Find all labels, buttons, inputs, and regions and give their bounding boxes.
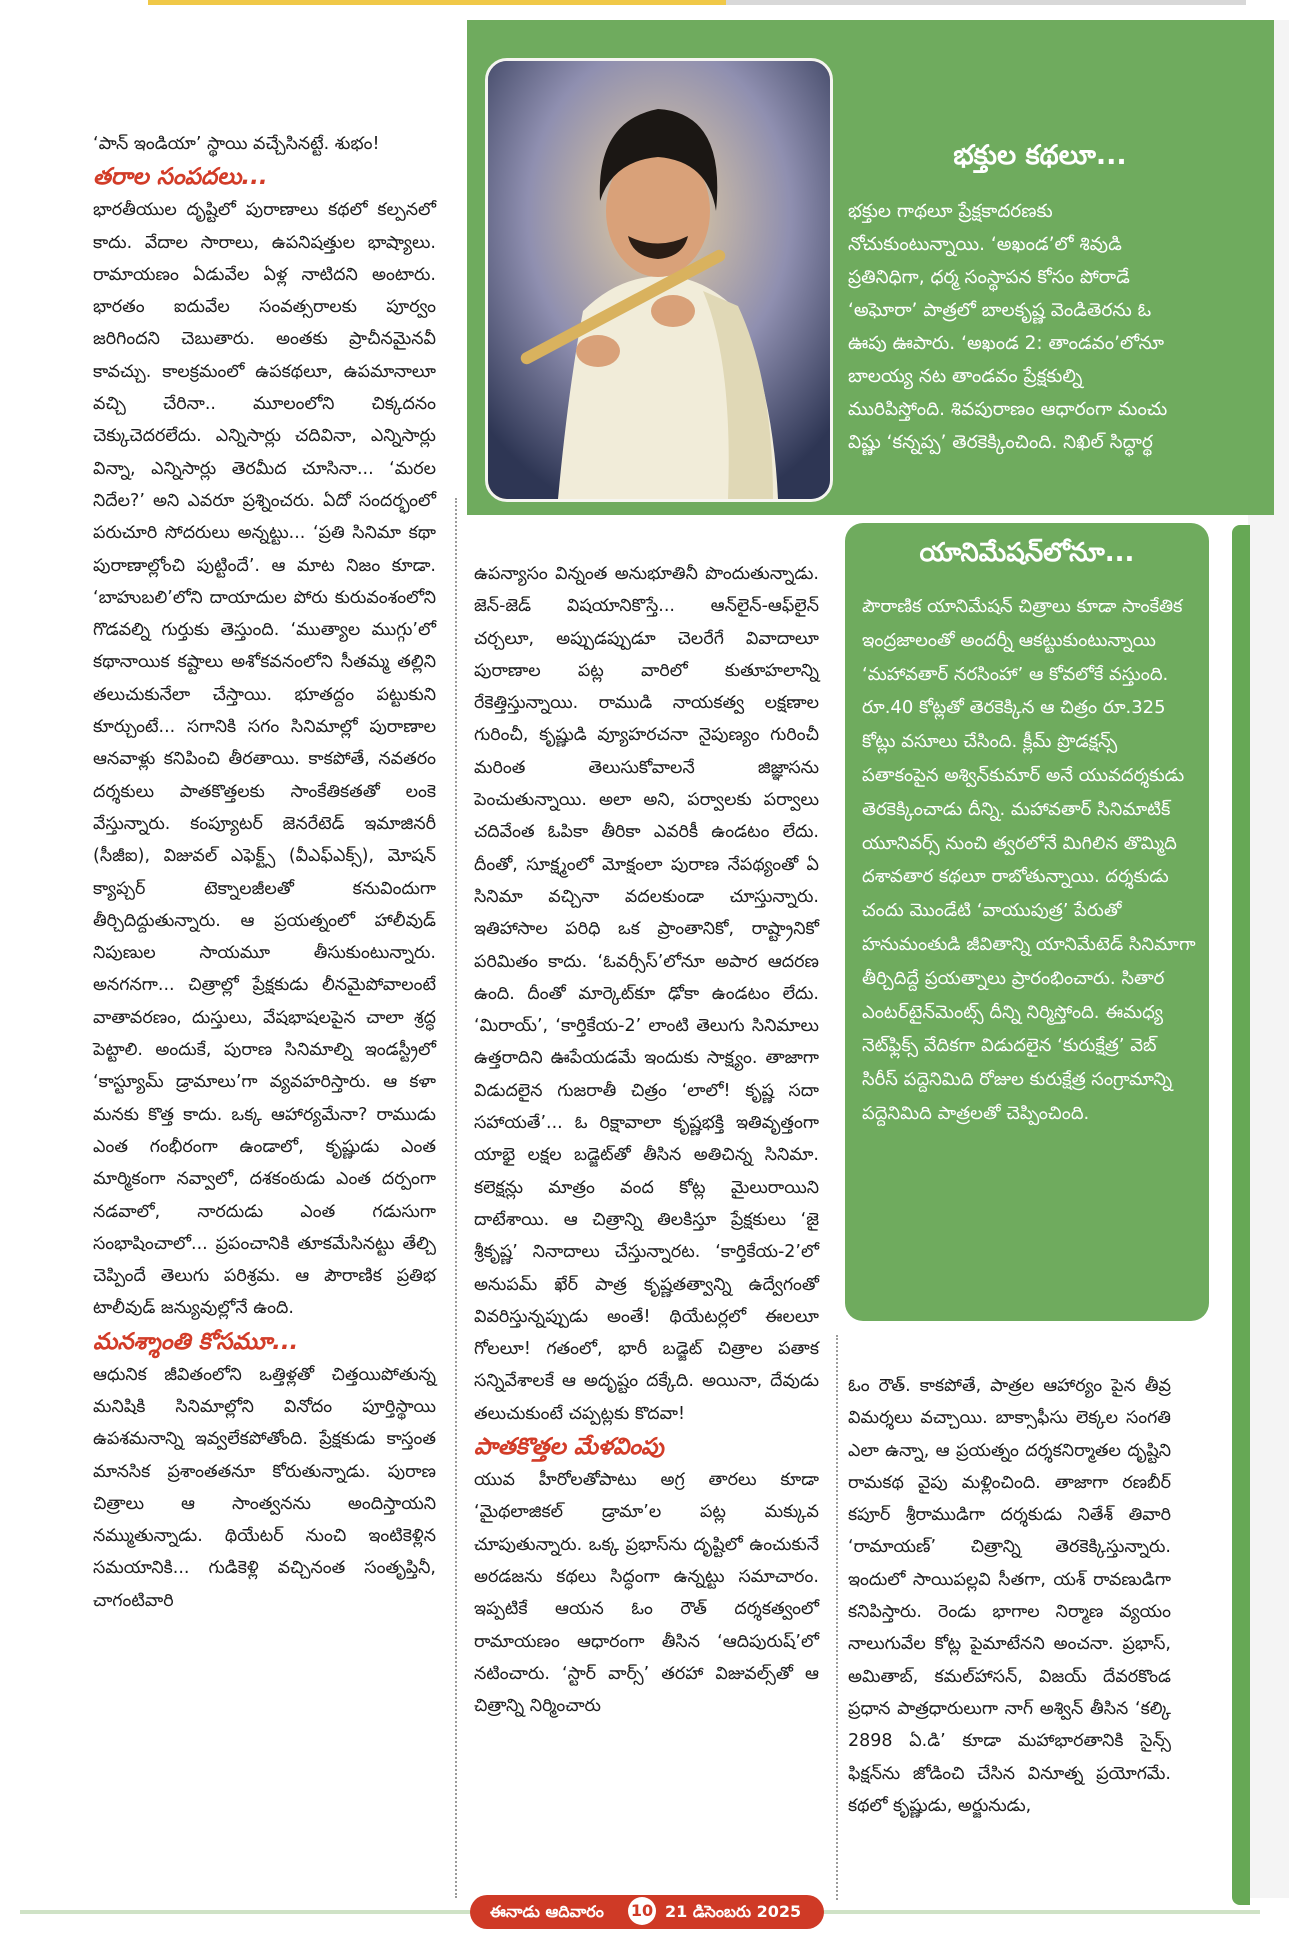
heading-old-new-blend: పాతకొత్తల మేళవింపు bbox=[474, 1434, 664, 1461]
animation-section-title: యానిమేషన్‌లోనూ... bbox=[919, 538, 1135, 568]
footer-date: 21 డిసెంబరు 2025 bbox=[665, 1902, 802, 1921]
footer-publication: ఈనాడు ఆదివారం bbox=[490, 1902, 604, 1921]
flute-player-photo bbox=[485, 58, 833, 502]
column2-para1: ఉపన్యాసం విన్నంత అనుభూతినీ పొందుతున్నాడు. జెన్-జెడ్ విషయానికొస్తే... ఆన్‌లైన్-ఆఫ్‌లైన్ చర్చలూ, అప్పుడప్పుడూ చెలరేగే వివాదాలూ పురాణాల పట్ల వారిలో కుతూహలాన్ని రేకెత్తిస్తున్నాయి. రాముడి నాయకత్వ లక్షణాల గురించీ, కృష్ణుడి వ్యూహరచనా నైపుణ్యం గురించీ మరింత తెలుసుకోవాలనే జిజ్ఞాసను పెంచుతున్నాయి. అలా అని, పర్వాలకు పర్వాలు చదివేంత ఓపికా తీరికా ఎవరికీ ఉండటం లేదు. దీంతో, సూక్ష్మంలో మోక్షంలా పురాణ నేపథ్యంతో ఏ సినిమా వచ్చినా వదలకుండా చూస్తున్నారు. ఇతిహాసాల పరిధి ఒక ప్రాంతానికో, రాష్ట్రానికో పరిమితం కాదు. ‘ఓవర్సీస్’లోనూ అపార ఆదరణ ఉంది. దీంతో మార్కెట్‌కూ ఢోకా ఉండటం లేదు. ‘మిరాయ్’, ‘కార్తికేయ-2’ లాంటి తెలుగు సినిమాలు ఉత్తరాదిని ఊపేయడమే ఇందుకు సాక్ష్యం. తాజాగా విడుదలైన గుజరాతీ చిత్రం ‘లాలో! కృష్ణ సదా సహాయతే’... ఓ రిక్షావాలా కృష్ణభక్తి ఇతివృత్తంగా యాభై లక్షల బడ్జెట్‌తో తీసిన అతిచిన్న సినిమా. కలెక్షన్లు మాత్రం వంద కోట్ల మైలురాయిని దాటేశాయి. ఆ చిత్రాన్ని తిలకిస్తూ ప్రేక్షకులు ‘జై శ్రీకృష్ణ’ నినాదాలు చేస్తున్నారట. ‘కార్తికేయ-2’లో అనుపమ్ ఖేర్ పాత్ర కృష్ణతత్వాన్ని ఉద్వేగంతో వివరిస్తున్నప్పుడు అంతే! థియేటర్లలో ఈలలూ గోలలూ! గతంలో, భారీ బడ్జెట్ చిత్రాల పతాక సన్నివేశాలకే ఆ అదృష్టం దక్కేది. అయినా, దేవుడు తలుచుకుంటే చప్పట్లకు కొదవా! bbox=[474, 564, 819, 1424]
column1-intro: ‘పాన్ ఇండియా’ స్థాయి వచ్చేసినట్టే. శుభం! bbox=[93, 134, 380, 154]
column1-para2: ఆధునిక జీవితంలోని ఒత్తిళ్లతో చిత్తయిపోతున్న మనిషికి సినిమాల్లోని వినోదం పూర్తిస్థాయి ఉపశమనాన్ని ఇవ్వలేకపోతోంది. ప్రేక్షకుడు కాస్తంత మానసిక ప్రశాంతతనూ కోరుతున్నాడు. పురాణ చిత్రాలు ఆ సాంత్వనను అందిస్తాయని నమ్ముతున్నాడు. థియేటర్ నుంచి ఇంటికెళ్లిన సమయానికి... గుడికెళ్లి వచ్చినంత సంతృప్తినీ, చాగంటివారి bbox=[93, 1364, 436, 1611]
article-column-2 bbox=[474, 558, 819, 1722]
top-accent-bar bbox=[148, 0, 726, 5]
animation-section-body: పౌరాణిక యానిమేషన్ చిత్రాలు కూడా సాంకేతిక ఇంద్రజాలంతో అందర్నీ ఆకట్టుకుంటున్నాయి ‘మహావతార్ నరసింహా’ ఆ కోవలోకే వస్తుంది. రూ.40 కోట్లతో తెరకెక్కిన ఆ చిత్రం రూ.325 కోట్లు వసూలు చేసింది. క్లీమ్ ప్రొడక్షన్స్ పతాకంపైన అశ్విన్‌కుమార్ అనే యువదర్శకుడు తెరకెక్కించాడు దీన్ని. మహావతార్ సినిమాటిక్ యూనివర్స్ నుంచి త్వరలోనే మిగిలిన తొమ్మిది దశావతార కథలూ రాబోతున్నాయి. దర్శకుడు చందు మొండేటి ‘వాయుపుత్ర’ పేరుతో హనుమంతుడి జీవితాన్ని యానిమేటెడ్ సినిమాగా తీర్చిదిద్దే ప్రయత్నాలు ప్రారంభించారు. సితార ఎంటర్‌టైన్‌మెంట్స్ దీన్ని నిర్మిస్తోంది. ఈమధ్య నెట్‌ఫ్లిక్స్ వేదికగా విడుదలైన ‘కురుక్షేత్ర’ వెబ్ సిరీస్ పద్దెనిమిది రోజుల కురుక్షేత్ర సంగ్రామాన్ని పద్దెనిమిది పాత్రలతో చెప్పించింది. bbox=[862, 596, 1196, 1124]
column-divider bbox=[455, 498, 457, 1898]
article-column-3 bbox=[848, 1370, 1171, 1822]
person-playing-flute-photo bbox=[488, 61, 830, 499]
column1-para1: భారతీయుల దృష్టిలో పురాణాలు కథలో కల్పనలో కాదు. వేదాల సారాలు, ఉపనిషత్తుల భాష్యాలు. రామాయణం ఏడువేల ఏళ్ల నాటిదని అంటారు. భారతం ఐదువేల సంవత్సరాలకు పూర్వం జరిగిందని చెబుతారు. అంతకు ప్రాచీనమైనవీ కావచ్చు. కాలక్రమంలో ఉపకథలూ, ఉపమానాలూ వచ్చి చేరినా.. మూలంలోని చిక్కదనం చెక్కుచెదరలేదు. ఎన్నిసార్లు చదివినా, ఎన్నిసార్లు విన్నా, ఎన్నిసార్లు తెరమీద చూసినా... ‘మరల నిదేల?’ అని ఎవరూ ప్రశ్నించరు. ఏదో సందర్భంలో పరుచూరి సోదరులు అన్నట్టు... ‘ప్రతి సినిమా కథా పురాణాల్లోంచి పుట్టిందే’. ఆ మాట నిజం కూడా. ‘బాహుబలి’లోని దాయాదుల పోరు కురువంశంలోని గొడవల్ని గుర్తుకు తెస్తుంది. ‘ముత్యాల ముగ్గు’లో కథానాయిక కష్టాలు అశోకవనంలోని సీతమ్మ తల్లిని తలుచుకునేలా చేస్తాయి. భూతద్దం పట్టుకుని కూర్చుంటే... సగానికి సగం సినిమాల్లో పురాణాల ఆనవాళ్లు కనిపించి తీరతాయి. కాకపోతే, నవతరం దర్శకులు పాతకొత్తలకు సాంకేతికతతో లంకె వేస్తున్నారు. కంప్యూటర్ జెనరేటెడ్ ఇమాజినరీ (సీజీఐ), విజువల్ ఎఫెక్ట్స్ (వీఎఫ్ఎక్స్), మోషన్ క్యాప్చర్ టెక్నాలజీలతో కనువిందుగా తీర్చిదిద్దుతున్నారు. ఆ ప్రయత్నంలో హాలీవుడ్ నిపుణుల సాయమూ తీసుకుంటున్నారు. అనగనగా... చిత్రాల్లో ప్రేక్షకుడు లీనమైపోవాలంటే వాతావరణం, దుస్తులు, వేషభాషలపైన చాలా శ్రద్ధ పెట్టాలి. అందుకే, పురాణ సినిమాల్ని ఇండస్ట్రీలో ‘కాస్ట్యూమ్ డ్రామాలు’గా వ్యవహరిస్తారు. ఆ కళా మనకు కొత్త కాదు. ఒక్క ఆహార్యమేనా? రాముడు ఎంత గంభీరంగా ఉండాలో, కృష్ణుడు ఎంత మార్మికంగా నవ్వాలో, దశకంఠుడు ఎంత దర్పంగా నడవాలో, నారదుడు ఎంత గడుసుగా సంభాషించాలో... ప్రపంచానికి తూకమేసినట్టు తేల్చి చెప్పిందే తెలుగు పరిశ్రమ. ఆ పౌరాణిక ప్రతిభ టాలీవుడ్ జన్యువుల్లోనే ఉంది. bbox=[93, 200, 436, 1319]
heading-peace-of-mind: మనశ్శాంతి కోసమూ... bbox=[93, 1328, 299, 1355]
footer-page-number: 10 bbox=[628, 1897, 656, 1925]
top-grey-bar bbox=[726, 0, 1246, 5]
devotees-section-body: భక్తుల గాథలూ ప్రేక్షకాదరణకు నోచుకుంటున్నాయి. ‘అఖండ’లో శివుడి ప్రతినిధిగా, ధర్మ సంస్థాపన కోసం పోరాడే ‘అఘోరా’ పాత్రలో బాలకృష్ణ వెండితెరను ఓ ఊపు ఊపారు. ‘అఖండ 2: తాండవం’లోనూ బాలయ్య నట తాండవం ప్రేక్షకుల్ని మురిపిస్తోంది. శివపురాణం ఆధారంగా మంచు విష్ణు ‘కన్నప్ప’ తెరకెక్కించింది. నిఖిల్ సిద్ధార్థ bbox=[848, 201, 1168, 453]
article-column-1 bbox=[93, 128, 436, 1617]
heading-heritage: తరాల సంపదలు... bbox=[93, 164, 268, 191]
column3-para: ఓం రౌత్. కాకపోతే, పాత్రల ఆహార్యం పైన తీవ్ర విమర్శలు వచ్చాయి. బాక్సాఫీసు లెక్కల సంగతి ఎలా ఉన్నా, ఆ ప్రయత్నం దర్శకనిర్మాతల దృష్టిని రామకథ వైపు మళ్లించింది. తాజాగా రణబీర్ కపూర్ శ్రీరాముడిగా దర్శకుడు నితేశ్ తివారి ‘రామాయణ్’ చిత్రాన్ని తెరకెక్కిస్తున్నారు. ఇందులో సాయిపల్లవి సీతగా, యశ్ రావణుడిగా కనిపిస్తారు. రెండు భాగాల నిర్మాణ వ్యయం నాలుగువేల కోట్ల పైమాటేనని అంచనా. ప్రభాస్, అమితాబ్, కమల్‌హాసన్, విజయ్ దేవరకొండ ప్రధాన పాత్రధారులుగా నాగ్ అశ్విన్ తీసిన ‘కల్కి 2898 ఏ.డి’ కూడా మహాభారతానికి సైన్స్ ఫిక్షన్‌ను జోడించి చేసిన వినూత్న ప్రయోగమే. కథలో కృష్ణుడు, అర్జునుడు, bbox=[848, 1376, 1171, 1816]
devotees-section-title: భక్తుల కథలూ... bbox=[953, 140, 1127, 171]
column2-para2: యువ హీరోలతోపాటు అగ్ర తారలు కూడా ‘మైథలాజికల్ డ్రామా’ల పట్ల మక్కువ చూపుతున్నారు. ఒక్క ప్రభాస్‌ను దృష్టిలో ఉంచుకునే అరడజను కథలు సిద్ధంగా ఉన్నట్టు సమాచారం. ఇప్పటికే ఆయన ఓం రౌత్ దర్శకత్వంలో రామాయణం ఆధారంగా తీసిన ‘ఆదిపురుష్’లో నటించారు. ‘స్టార్ వార్స్’ తరహా విజువల్స్‌తో ఆ చిత్రాన్ని నిర్మించారు bbox=[474, 1470, 819, 1717]
adjacent-page-strip bbox=[1232, 525, 1250, 1905]
column-divider-2 bbox=[836, 1335, 838, 1900]
